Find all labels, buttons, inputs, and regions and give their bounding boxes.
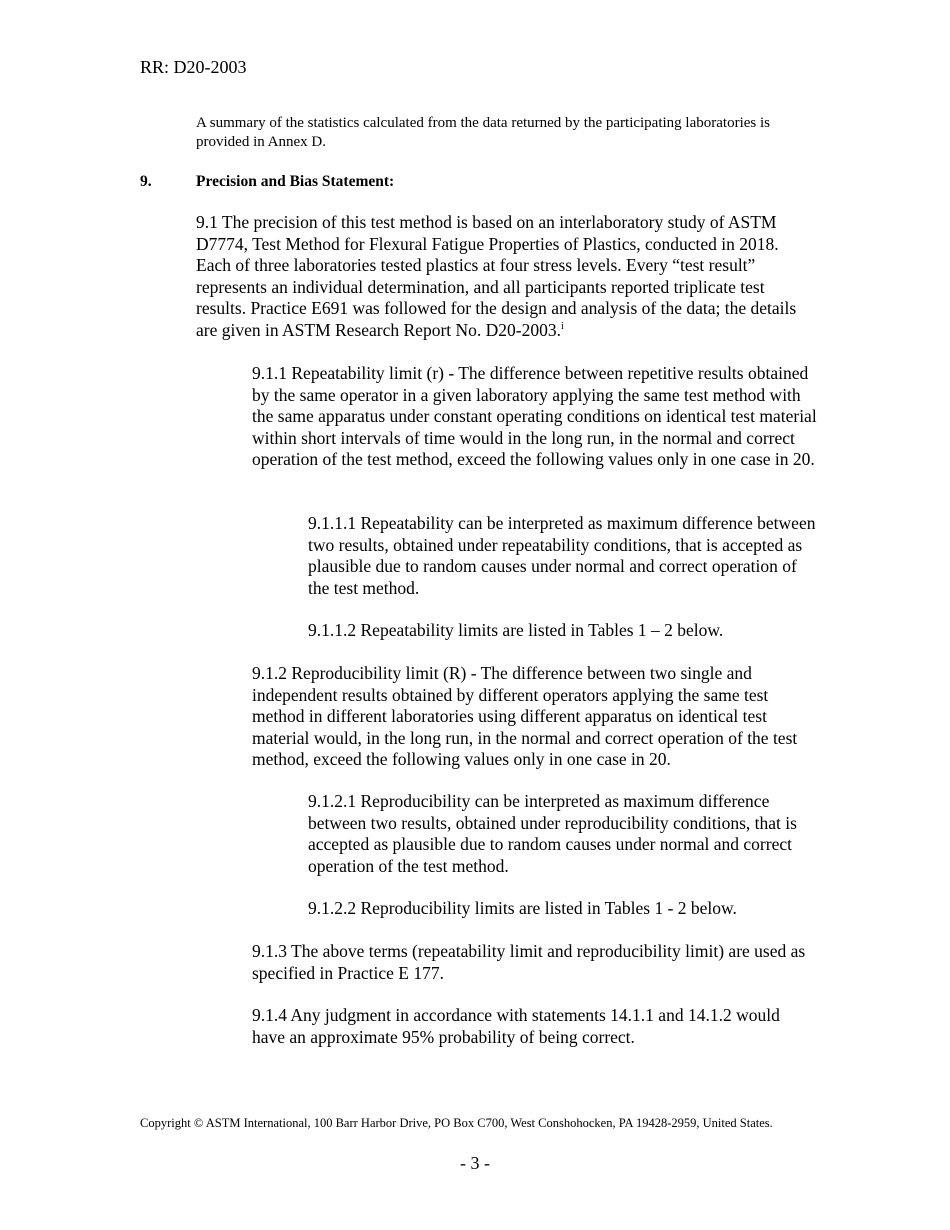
paragraph-9-1-1-2: 9.1.1.2 Repeatability limits are listed in Tables 1 – 2 below. [308, 620, 724, 640]
paragraph-9-1-2: 9.1.2 Reproducibility limit (R) - The difference between two single and independent results obtained by different operators applying the same test method in different laboratories using different apparatus on identical test material would, in the long run, in the normal and correct operation of the test method, exceed the following values only in one case in 20. [252, 663, 798, 770]
section-title: Precision and Bias Statement: [196, 173, 395, 190]
paragraph-9-1-1-1: 9.1.1.1 Repeatability can be interpreted as maximum difference between two results, obtained under repeatability conditions, that is accepted as plausible due to random causes under normal and correct operation of the test method. [308, 513, 816, 598]
copyright-footer: Copyright © ASTM International, 100 Barr Harbor Drive, PO Box C700, West Conshohocken, PA 19428-2959, United States. [140, 1116, 773, 1130]
paragraph-9-1-3: 9.1.3 The above terms (repeatability limit and reproducibility limit) are used as specified in Practice E 177. [252, 941, 806, 983]
paragraph-9-1 [196, 212, 816, 342]
section-number: 9. [140, 173, 152, 190]
page-number: - 3 - [460, 1153, 490, 1173]
paragraph-9-1-4: 9.1.4 Any judgment in accordance with statements 14.1.1 and 14.1.2 would have an approximate 95% probability of being correct. [252, 1005, 780, 1047]
paragraph-9-1-2-1: 9.1.2.1 Reproducibility can be interpreted as maximum difference between two results, obtained under reproducibility conditions, that is accepted as plausible due to random causes under normal and correct operation of the test method. [308, 791, 797, 876]
paragraph-9-1-1: 9.1.1 Repeatability limit (r) - The difference between repetitive results obtained by the same operator in a given laboratory applying the same test method with the same apparatus under constant operating conditions on identical test material within short intervals of time would in the long run, in the normal and correct operation of the test method, exceed the following values only in one case in 20. [252, 363, 817, 470]
footnote-marker[interactable]: i [561, 321, 564, 333]
paragraph-9-1-text: 9.1 The precision of this test method is based on an interlaboratory study of ASTM D7774, Test Method for Flexural Fatigue Properties of Plastics, conducted in 2018. Each of three laboratories tested plastics at four stress levels. Every “test result” represents an individual determination, and all participants reported triplicate test results. Practice E691 was followed for the design and analysis of the data; the details are given in ASTM Research Report No. D20-2003. [196, 212, 797, 340]
intro-paragraph: A summary of the statistics calculated from the data returned by the participating laboratories is provided in Annex D. [196, 115, 770, 150]
paragraph-9-1-2-2: 9.1.2.2 Reproducibility limits are listed in Tables 1 - 2 below. [308, 898, 737, 918]
report-header: RR: D20-2003 [140, 57, 247, 77]
